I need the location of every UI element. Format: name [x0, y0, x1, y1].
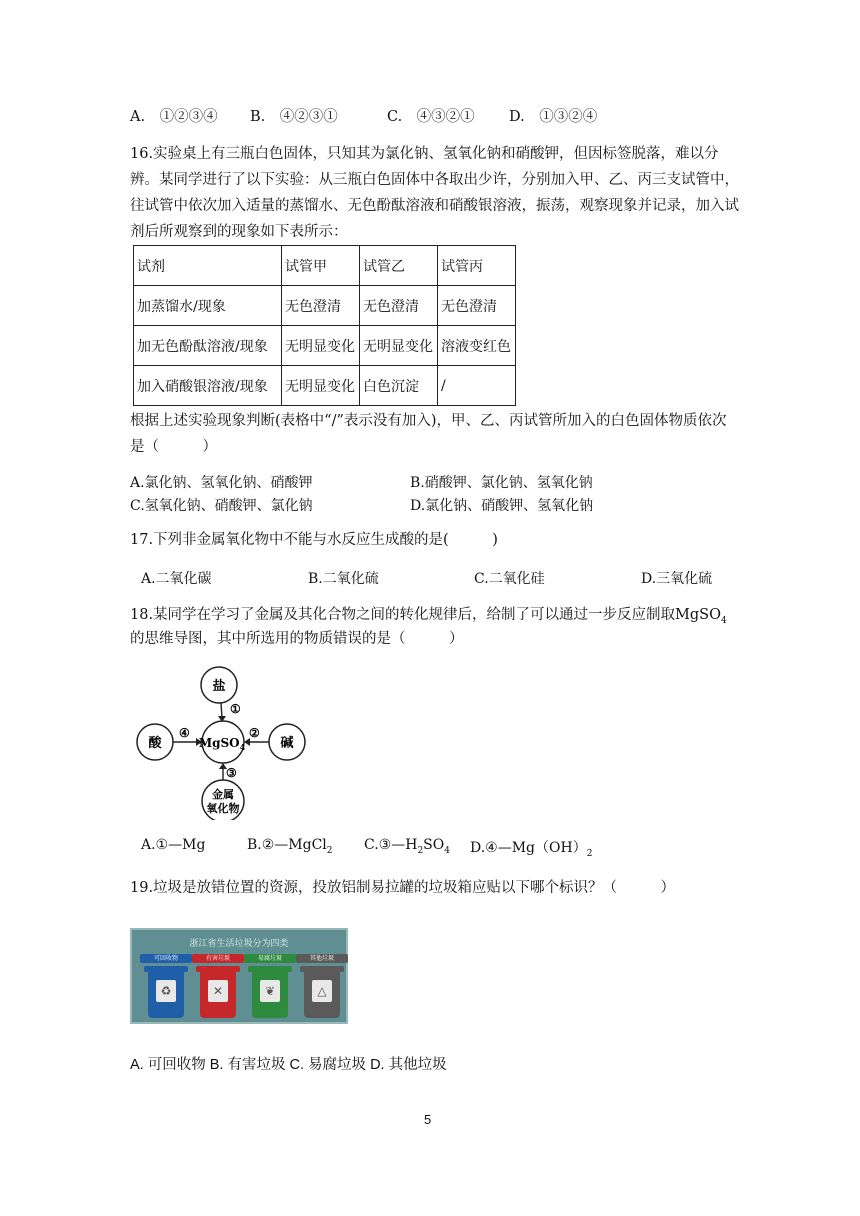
hazard-icon: ✕ — [208, 980, 228, 1002]
garbage-classification-image — [130, 928, 348, 1024]
table-header: 试管甲 — [282, 246, 360, 286]
table-cell: 溶液变红色 — [438, 326, 516, 366]
q16-question: 根据上述实验现象判断(表格中“/”表示没有加入)，甲、乙、丙试管所加入的白色固体物质依次是（ ） — [130, 413, 727, 455]
node-base-label: 碱 — [280, 736, 294, 751]
image-title: 浙江省生活垃圾分为四类 — [189, 939, 289, 949]
bin-label: 可回收物 — [140, 954, 192, 963]
table-cell: 无色澄清 — [438, 286, 516, 326]
bin-hazardous — [198, 955, 238, 1020]
q16-table — [133, 245, 516, 406]
table-cell: 加蒸馏水/现象 — [134, 286, 282, 326]
q16-option-d: D.氯化钠、硝酸钾、氢氧化钠 — [410, 498, 594, 514]
q18-option-c: $C.③—H_2SO_4$ — [364, 837, 450, 856]
node-salt-label: 盐 — [212, 679, 226, 694]
q18-stem: 18.某同学在学习了金属及其化合物之间的转化规律后，给制了可以通过一步反应制取MgSO$_4$ — [130, 607, 727, 626]
bin-label: 有害垃圾 — [192, 954, 244, 963]
q19-options: A. 可回收物 B. 有害垃圾 C. 易腐垃圾 D. 其他垃圾 — [130, 1057, 447, 1073]
bin-recyclable — [146, 955, 186, 1020]
table-row — [134, 286, 516, 326]
leaf-icon: ❦ — [260, 980, 280, 1002]
mind-map-svg — [130, 660, 320, 820]
bin-label: 其他垃圾 — [296, 954, 348, 963]
q15-option-c: C. ④③②① — [387, 109, 475, 125]
arrow-3-label: ③ — [226, 766, 237, 780]
bin-other — [302, 955, 342, 1020]
q17-option-c: C.二氧化硅 — [474, 571, 545, 587]
table-cell: 无明显变化 — [282, 326, 360, 366]
table-cell: 加无色酚酞溶液/现象 — [134, 326, 282, 366]
q18-option-a: A.①—Mg — [141, 837, 206, 853]
q17-option-b: B.二氧化硫 — [308, 571, 379, 587]
q18-stem-line2: 的思维导图，其中所选用的物质错误的是（ ） — [130, 631, 464, 647]
q18-mind-map — [130, 660, 320, 824]
q15-option-d: D. ①③②④ — [509, 109, 598, 125]
node-mgso4-label: MgSO$_4$ — [198, 736, 246, 752]
arrow-2-label: ② — [249, 726, 260, 740]
table-cell: 无明显变化 — [360, 326, 438, 366]
recycle-icon: ♻ — [156, 980, 176, 1002]
arrow-1-label: ① — [230, 702, 241, 716]
table-header: 试管乙 — [360, 246, 438, 286]
triangle-icon: △ — [312, 980, 332, 1002]
q18-option-b: B.②—MgCl$_2$ — [247, 837, 333, 856]
page-number: 5 — [424, 1112, 432, 1127]
table-row — [134, 366, 516, 406]
table-cell: 白色沉淀 — [360, 366, 438, 406]
bin-label: 易腐垃圾 — [244, 954, 296, 963]
q16-option-b: B.硝酸钾、氯化钠、氢氧化钠 — [410, 475, 593, 491]
q19-stem: 19.垃圾是放错位置的资源，投放铝制易拉罐的垃圾箱应贴以下哪个标识？（ ） — [130, 880, 676, 896]
q16-option-a: A.氯化钠、氢氧化钠、硝酸钾 — [130, 475, 313, 491]
node-acid-label: 酸 — [148, 736, 162, 751]
table-cell: 无明显变化 — [282, 366, 360, 406]
table-row — [134, 326, 516, 366]
q17-option-d: D.三氧化硫 — [641, 571, 713, 587]
node-metal-oxide-label-2: 氧化物 — [206, 802, 240, 815]
table-header: 试剂 — [134, 246, 282, 286]
q15-option-a: A. ①②③④ — [130, 109, 218, 125]
table-header: 试管丙 — [438, 246, 516, 286]
q18-option-d: $D.④—Mg(OH)_2$ — [470, 840, 593, 859]
arrow-4-label: ④ — [179, 726, 190, 740]
table-cell: / — [438, 366, 516, 406]
table-cell: 加入硝酸银溶液/现象 — [134, 366, 282, 406]
table-cell: 无色澄清 — [282, 286, 360, 326]
table-cell: 无色澄清 — [360, 286, 438, 326]
q17-option-a: A.二氧化碳 — [141, 571, 212, 587]
table-row — [134, 246, 516, 286]
q17-stem: 17.下列非金属氧化物中不能与水反应生成酸的是( ) — [130, 532, 498, 548]
q16-option-c: C.氢氧化钠、硝酸钾、氯化钠 — [130, 498, 313, 514]
q15-option-b: B. ④②③① — [250, 109, 338, 125]
q16-stem: 16.实验桌上有三瓶白色固体，只知其为氯化钠、氢氧化钠和硝酸钾，但因标签脱落，难以分辨。某同学进行了以下实验：从三瓶白色固体中各取出少许，分别加入甲、乙、丙三支试管中，往试管中依次加入适量的蒸馏水、无色酚酞溶液和硝酸银溶液，振荡，观察现象并记录，加入试剂后所观察到的现象如下表所示： — [130, 146, 739, 240]
node-metal-oxide-label-1: 金属 — [212, 788, 234, 801]
bin-kitchen — [250, 955, 290, 1020]
